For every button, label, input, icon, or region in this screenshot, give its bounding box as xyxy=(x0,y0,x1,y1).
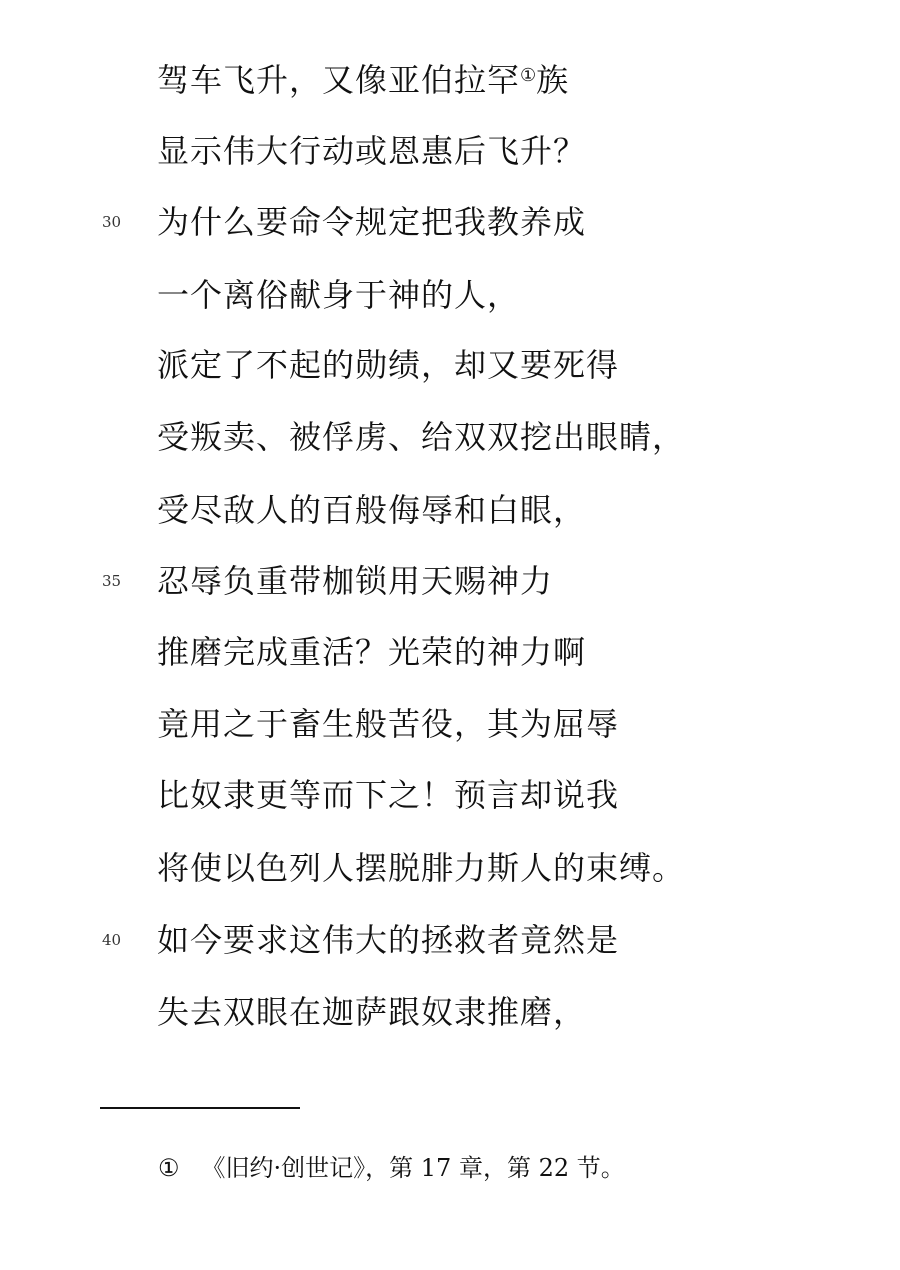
line-number-40: 40 xyxy=(102,931,122,949)
line-number-35: 35 xyxy=(102,572,122,590)
poem-line-1: 驾车飞升，又像亚伯拉罕①族 xyxy=(157,61,570,99)
poem-line-5: 派定了不起的勋绩，却又要死得 xyxy=(157,346,620,384)
poem-line-11: 比奴隶更等而下之！预言却说我 xyxy=(157,776,620,814)
poem-line-9: 推磨完成重活？光荣的神力啊 xyxy=(157,633,587,671)
footnote-text: 《旧约·创世记》，第 17 章，第 22 节。 xyxy=(201,1154,625,1182)
poem-line-8: 忍辱负重带枷锁用天赐神力 xyxy=(157,562,554,600)
poem-line-13: 如今要求这伟大的拯救者竟然是 xyxy=(157,921,620,959)
poem-line-2: 显示伟大行动或恩惠后飞升？ xyxy=(157,132,587,170)
poem-line-10: 竟用之于畜生般苦役，其为屈辱 xyxy=(157,705,620,743)
poem-line-4: 一个离俗献身于神的人， xyxy=(157,276,521,314)
footnote xyxy=(158,1150,625,1186)
footnote-reference: ① xyxy=(520,65,537,86)
line-number-30: 30 xyxy=(102,213,122,231)
poem-line-7: 受尽敌人的百般侮辱和白眼， xyxy=(157,491,587,529)
footnote-marker: ① xyxy=(158,1154,180,1182)
poem-line-14: 失去双眼在迦萨跟奴隶推磨， xyxy=(157,993,587,1031)
footnote-separator xyxy=(100,1107,300,1109)
poem-line-6: 受叛卖、被俘虏、给双双挖出眼睛， xyxy=(157,418,686,456)
poem-line-12: 将使以色列人摆脱腓力斯人的束缚。 xyxy=(157,849,686,887)
poem-line-3: 为什么要命令规定把我教养成 xyxy=(157,203,587,241)
